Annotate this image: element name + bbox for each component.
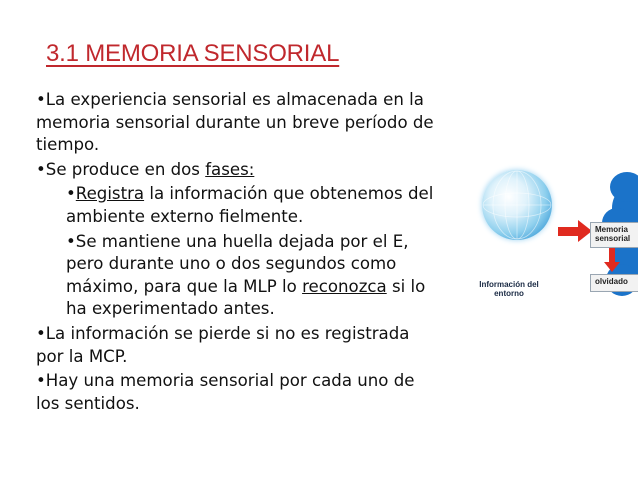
sub-bullet-1 [36, 183, 440, 228]
sub-bullet-2-underlined: reconozca [302, 276, 387, 296]
memory-box: Memoria sensorial [590, 222, 638, 248]
arrow-right-icon [558, 227, 580, 236]
sub-bullet-2-text: •Se mantiene una huella dejada por el E, pero durante uno o dos segundos como máximo, para que la MLP lo [66, 231, 409, 296]
sub-bullet-1-text: la información que obtenemos del ambiente externo fielmente. [66, 184, 434, 226]
bullet-4: •Hay una memoria sensorial por cada uno de los sentidos. [36, 371, 415, 413]
sub-bullet-2 [36, 231, 440, 321]
forgotten-box: olvidado [590, 274, 638, 292]
memory-diagram [470, 168, 638, 308]
arrow-down-head [604, 262, 620, 272]
sub-bullet-1-underlined: Registra [75, 184, 145, 204]
slide-body [36, 89, 440, 417]
sub-bullet-1-marker: • [66, 184, 76, 204]
slide-title: 3.1 MEMORIA SENSORIAL [46, 40, 340, 67]
bullet-2-underlined: fases: [205, 159, 255, 179]
globe-label: Información del entorno [479, 280, 539, 298]
bullet-1: •La experiencia sensorial es almacenada en la memoria sensorial durante un breve período de tiempo. [36, 90, 434, 155]
sub-bullet-2-tail: si lo ha experimentado antes. [66, 276, 426, 319]
bullet-3: •La información se pierde si no es registrada por la MCP. [36, 323, 410, 366]
bullet-2 [36, 159, 440, 182]
bullet-2-text: •Se produce en dos [36, 159, 206, 179]
arrow-down-icon [609, 246, 615, 264]
